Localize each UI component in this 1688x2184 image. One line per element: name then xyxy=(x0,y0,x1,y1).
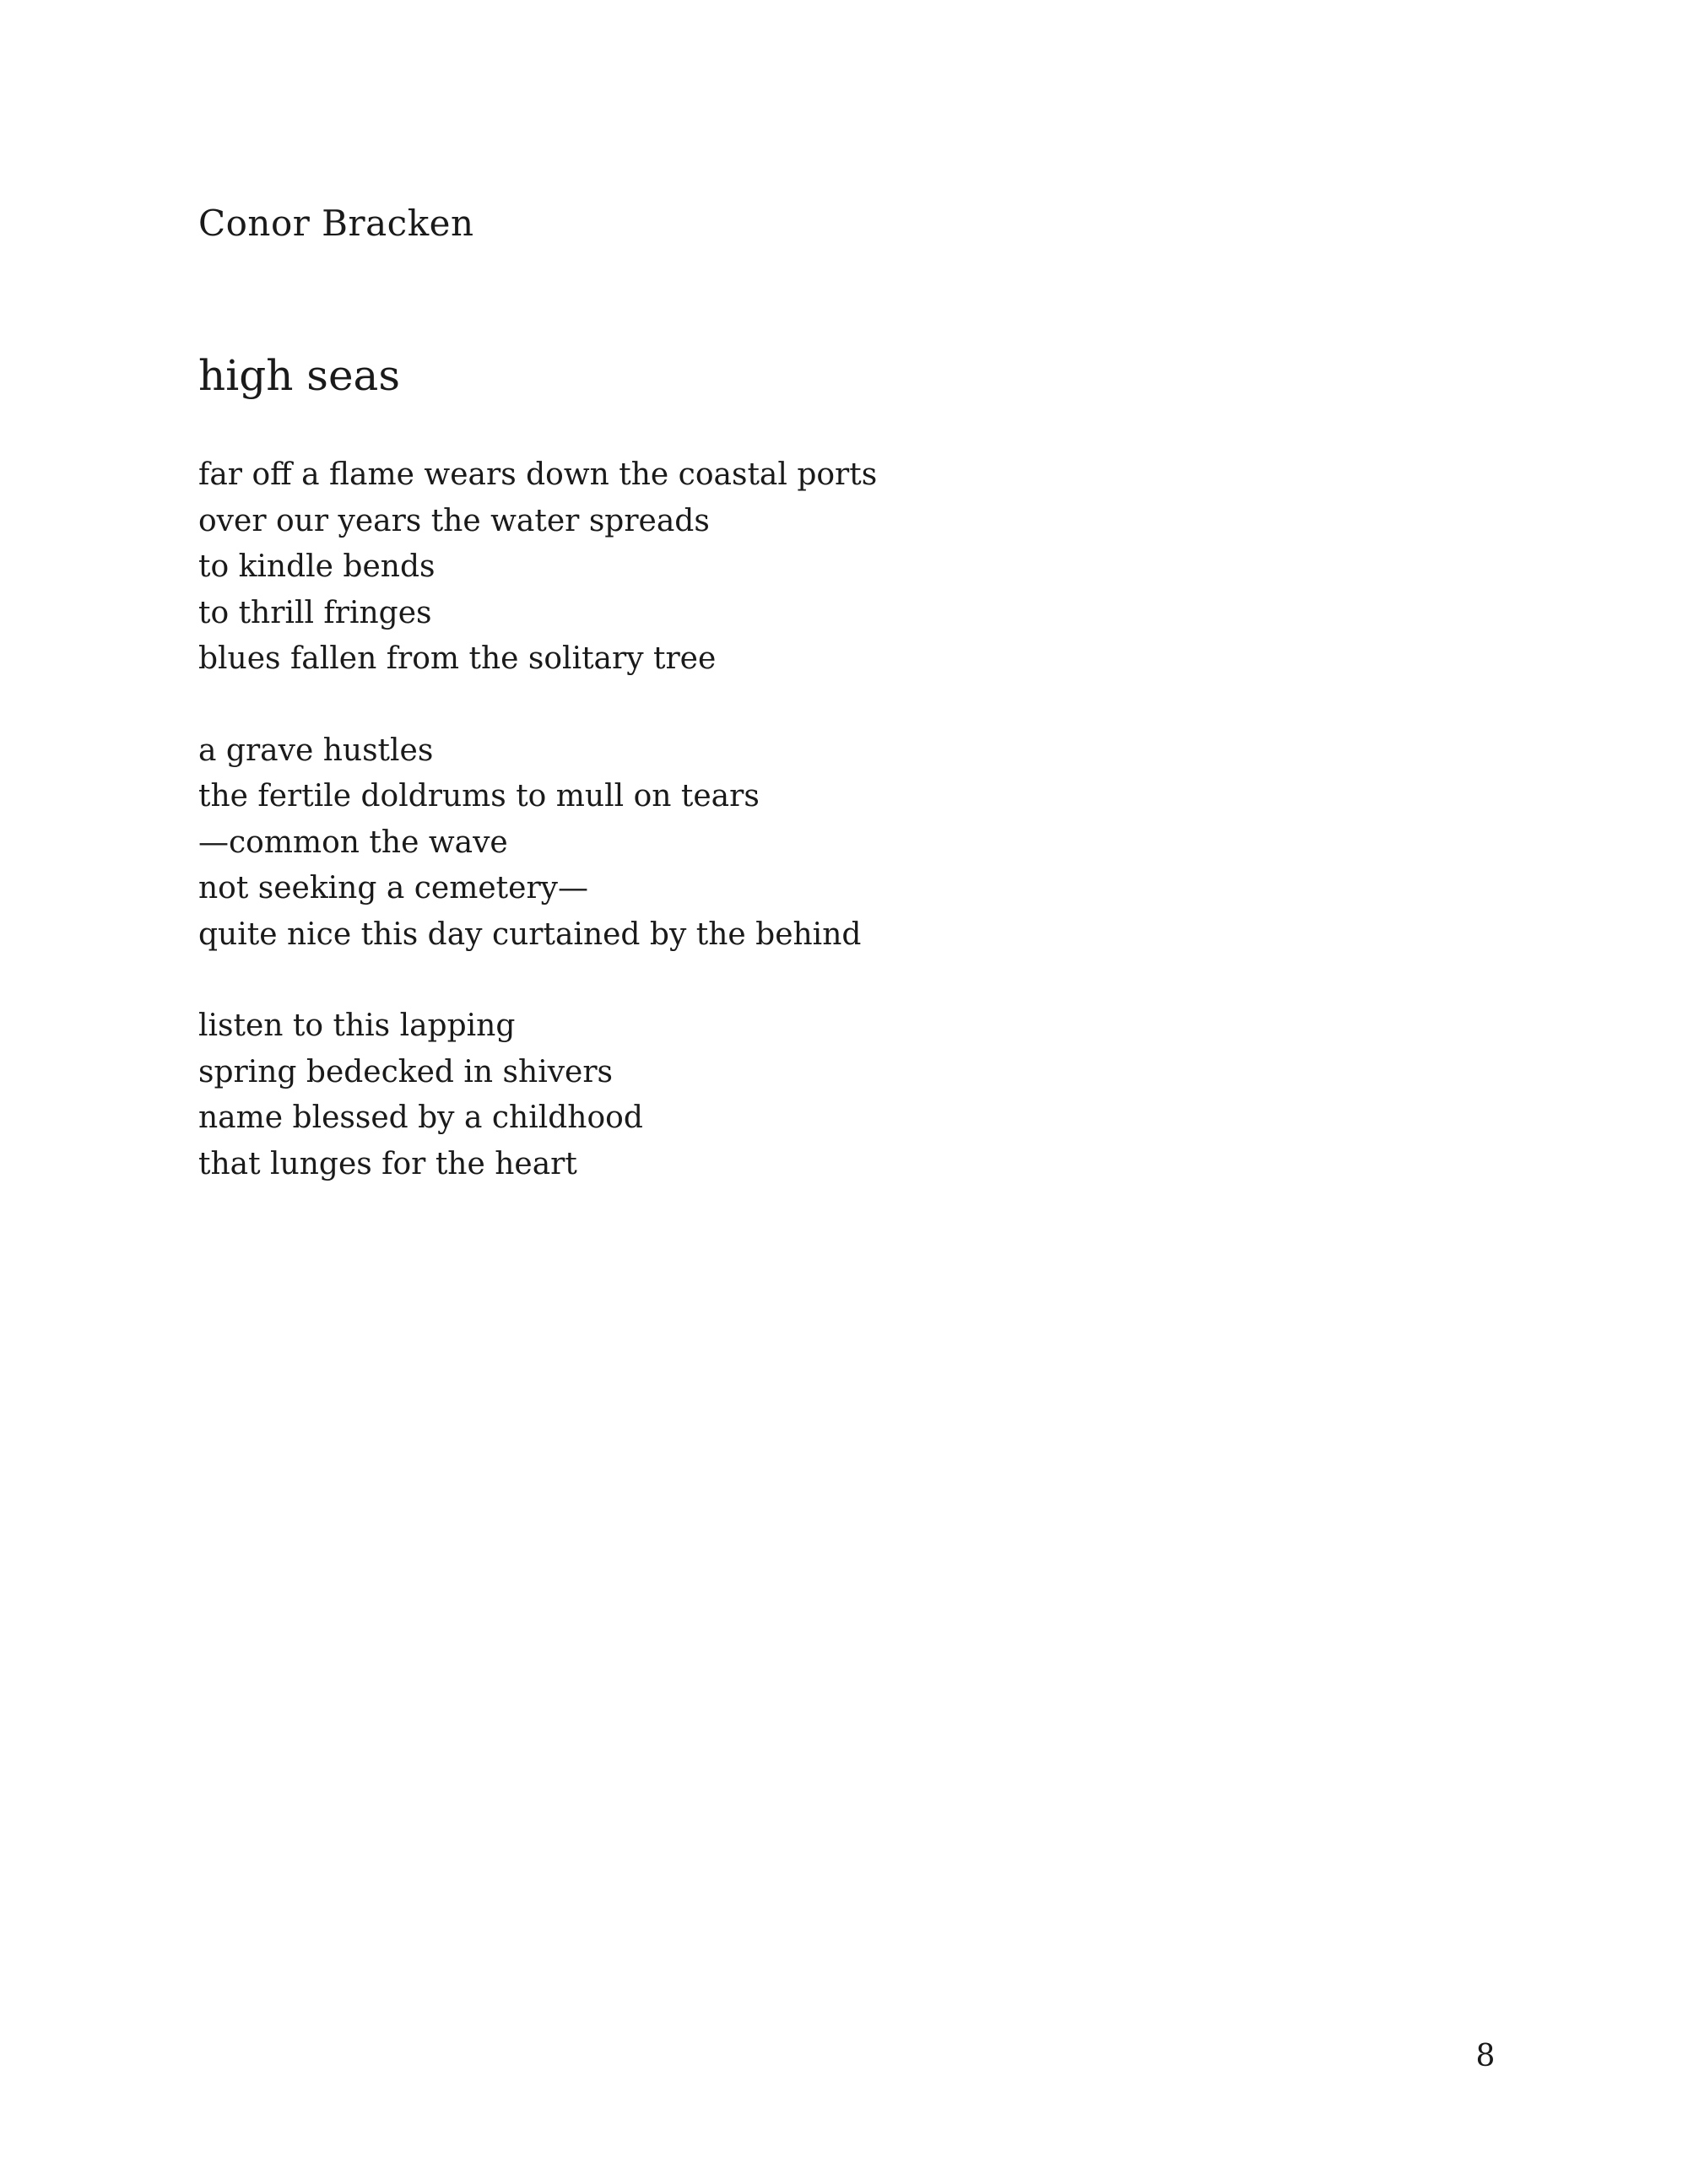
poem-line: to thrill fringes xyxy=(198,595,432,630)
author-name: Conor Bracken xyxy=(198,203,474,244)
poem-line: to kindle bends xyxy=(198,549,436,584)
poem-line: not seeking a cemetery— xyxy=(198,871,588,905)
poem-line: spring bedecked in shivers xyxy=(198,1054,614,1089)
poem-line: listen to this lapping xyxy=(198,1008,516,1043)
poem-line: far off a flame wears down the coastal ports xyxy=(198,457,878,492)
poem-line: over our years the water spreads xyxy=(198,503,710,538)
stanza-3 xyxy=(198,1003,1380,1187)
stanza-2 xyxy=(198,728,1380,959)
poem-body xyxy=(198,452,1380,1233)
poem-title: high seas xyxy=(198,351,401,400)
stanza-1 xyxy=(198,452,1380,683)
poem-line: blues fallen from the solitary tree xyxy=(198,641,717,676)
page-number: 8 xyxy=(1475,2039,1496,2073)
poem-line: —common the wave xyxy=(198,824,508,860)
poem-line: a grave hustles xyxy=(198,733,434,768)
poem-line: that lunges for the heart xyxy=(198,1146,577,1181)
poem-line: quite nice this day curtained by the behind xyxy=(198,916,862,952)
poem-line: the fertile doldrums to mull on tears xyxy=(198,779,760,814)
poem-line: name blessed by a childhood xyxy=(198,1100,643,1135)
